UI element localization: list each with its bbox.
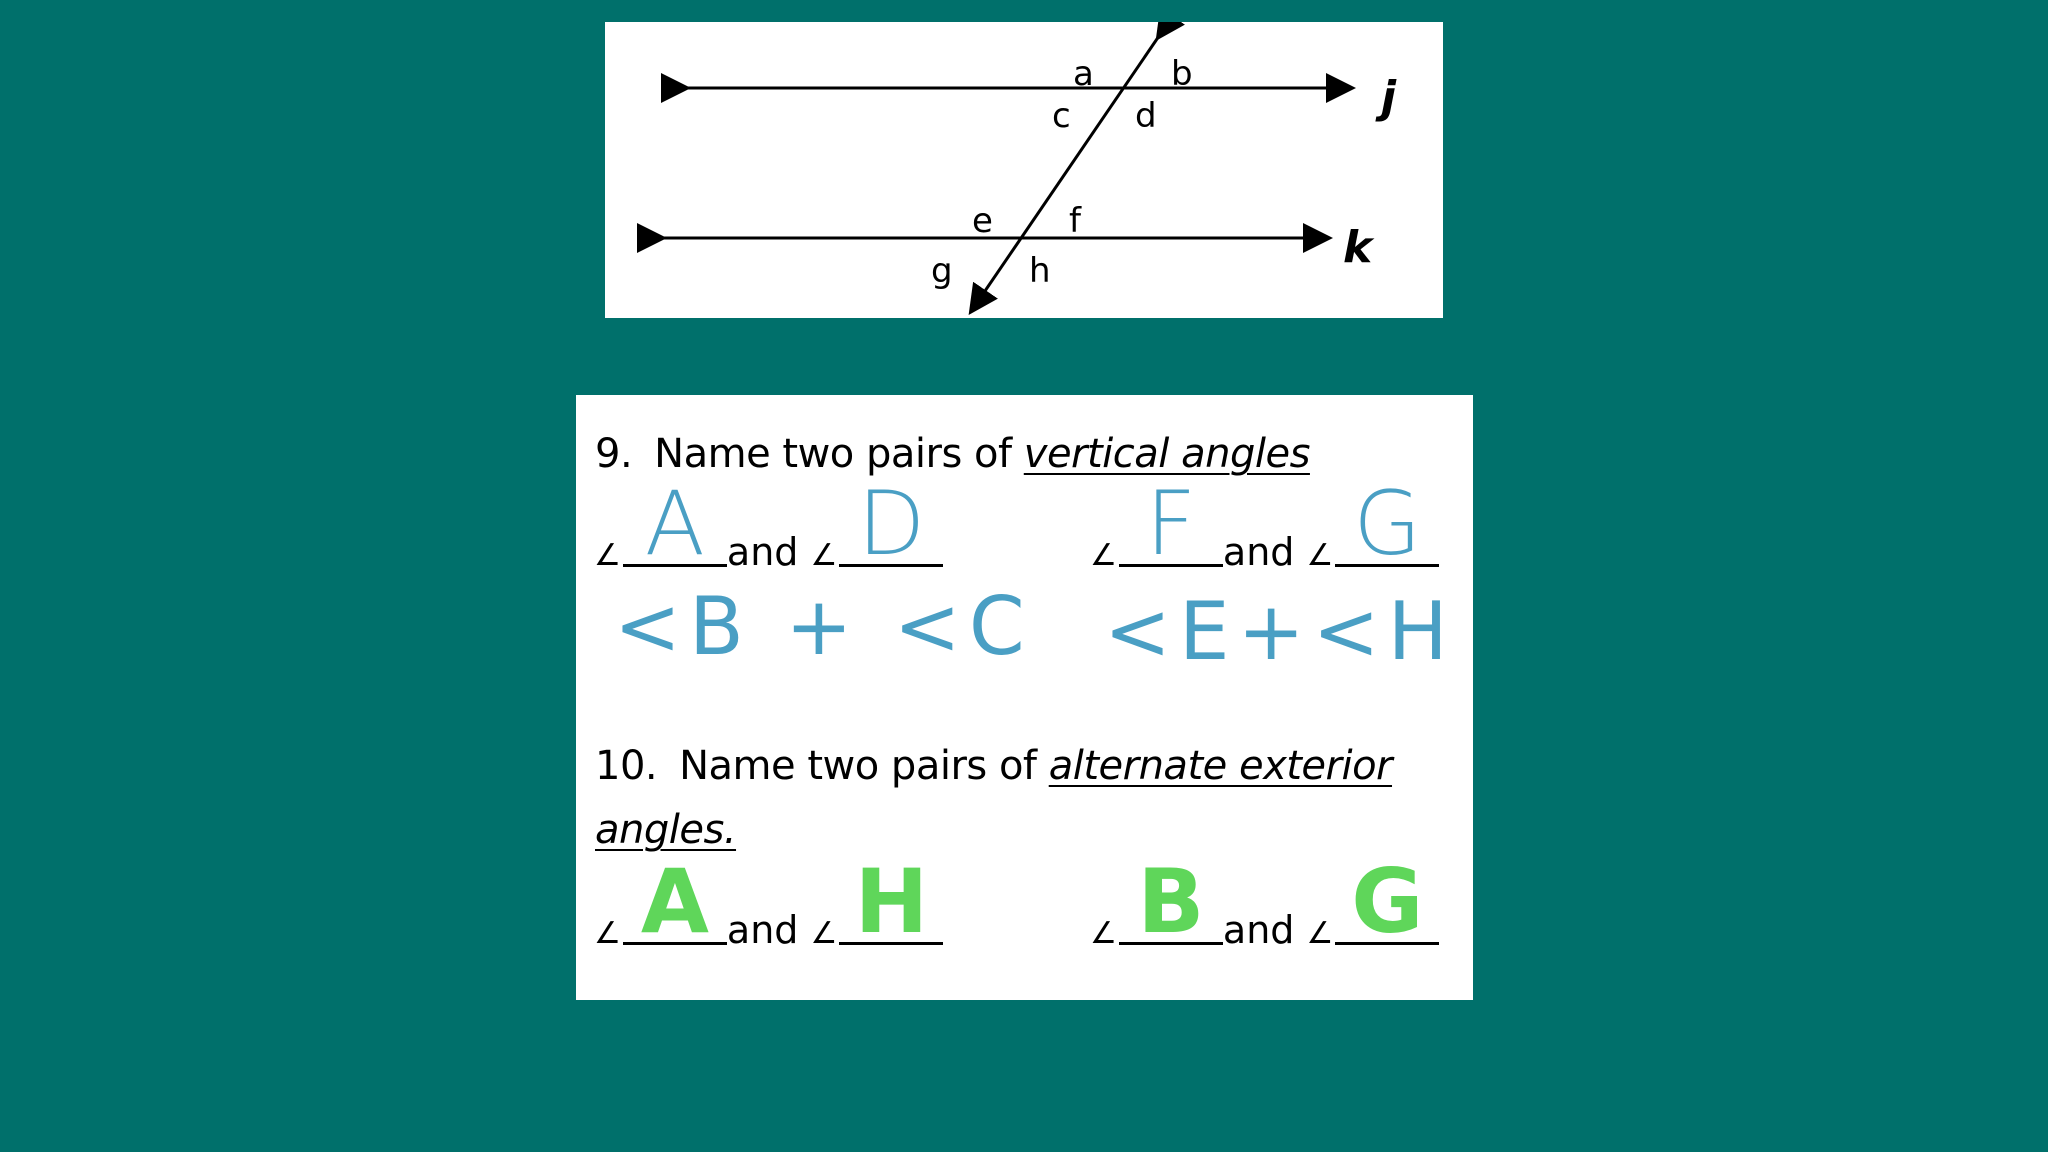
handwritten-extra-answer: <B + <C	[614, 580, 1033, 673]
label-line-k: k	[1343, 222, 1373, 273]
and-label: and	[1222, 530, 1295, 574]
handwritten-answer: A	[640, 850, 709, 953]
question-10-prompt: Name two pairs of	[679, 743, 1049, 789]
answer-blank[interactable]	[1335, 850, 1439, 953]
handwritten-answer: G	[1351, 850, 1424, 953]
angle-icon: ∠	[810, 538, 838, 573]
worksheet-panel	[576, 395, 1473, 1000]
question-10-continued	[595, 807, 736, 853]
angle-icon: ∠	[594, 916, 621, 951]
question-9-number: 9.	[595, 431, 633, 477]
handwritten-answer: A	[644, 472, 706, 575]
label-line-j: j	[1381, 72, 1397, 123]
label-a: a	[1073, 54, 1094, 94]
handwritten-answer: B	[1137, 850, 1205, 953]
label-c: c	[1052, 96, 1071, 136]
handwritten-answer: F	[1145, 472, 1197, 575]
question-9-term: vertical angles	[1023, 431, 1310, 477]
question-9-prompt: Name two pairs of	[654, 431, 1024, 477]
handwritten-answer: H	[854, 850, 929, 953]
parallel-lines-diagram	[605, 22, 1443, 318]
label-f: f	[1069, 201, 1081, 241]
transversal-line	[972, 36, 1159, 310]
question-10-term: alternate exterior	[1048, 743, 1393, 789]
and-label: and	[726, 530, 799, 574]
answer-blank[interactable]	[839, 850, 943, 953]
q9-pair-1	[594, 472, 943, 575]
angle-icon: ∠	[810, 916, 838, 951]
handwritten-extra-answer: <E+<H	[1104, 585, 1456, 678]
label-d: d	[1135, 96, 1157, 136]
diagram-panel	[605, 22, 1443, 318]
answer-blank[interactable]	[1335, 472, 1439, 575]
question-10-term-continued: angles.	[595, 807, 737, 853]
q9-pair-2	[1090, 472, 1439, 575]
question-10-number: 10.	[595, 743, 658, 789]
label-g: g	[931, 251, 953, 291]
angle-icon: ∠	[1306, 538, 1334, 573]
question-9	[595, 431, 1310, 477]
answer-blank[interactable]	[1119, 850, 1223, 953]
angle-icon: ∠	[1306, 916, 1334, 951]
and-label: and	[726, 908, 799, 952]
q10-pair-1	[594, 850, 943, 953]
answer-blank[interactable]	[623, 850, 727, 953]
label-e: e	[972, 201, 993, 241]
q10-pair-2	[1090, 850, 1439, 953]
angle-icon: ∠	[594, 538, 621, 573]
handwritten-answer: D	[857, 472, 926, 575]
answer-blank[interactable]	[839, 472, 943, 575]
angle-icon: ∠	[1090, 538, 1117, 573]
label-h: h	[1029, 251, 1051, 291]
angle-icon: ∠	[1090, 916, 1117, 951]
label-b: b	[1171, 54, 1193, 94]
answer-blank[interactable]	[1119, 472, 1223, 575]
and-label: and	[1222, 908, 1295, 952]
answer-blank[interactable]	[623, 472, 727, 575]
question-10	[595, 743, 1392, 789]
handwritten-answer: G	[1353, 472, 1422, 575]
